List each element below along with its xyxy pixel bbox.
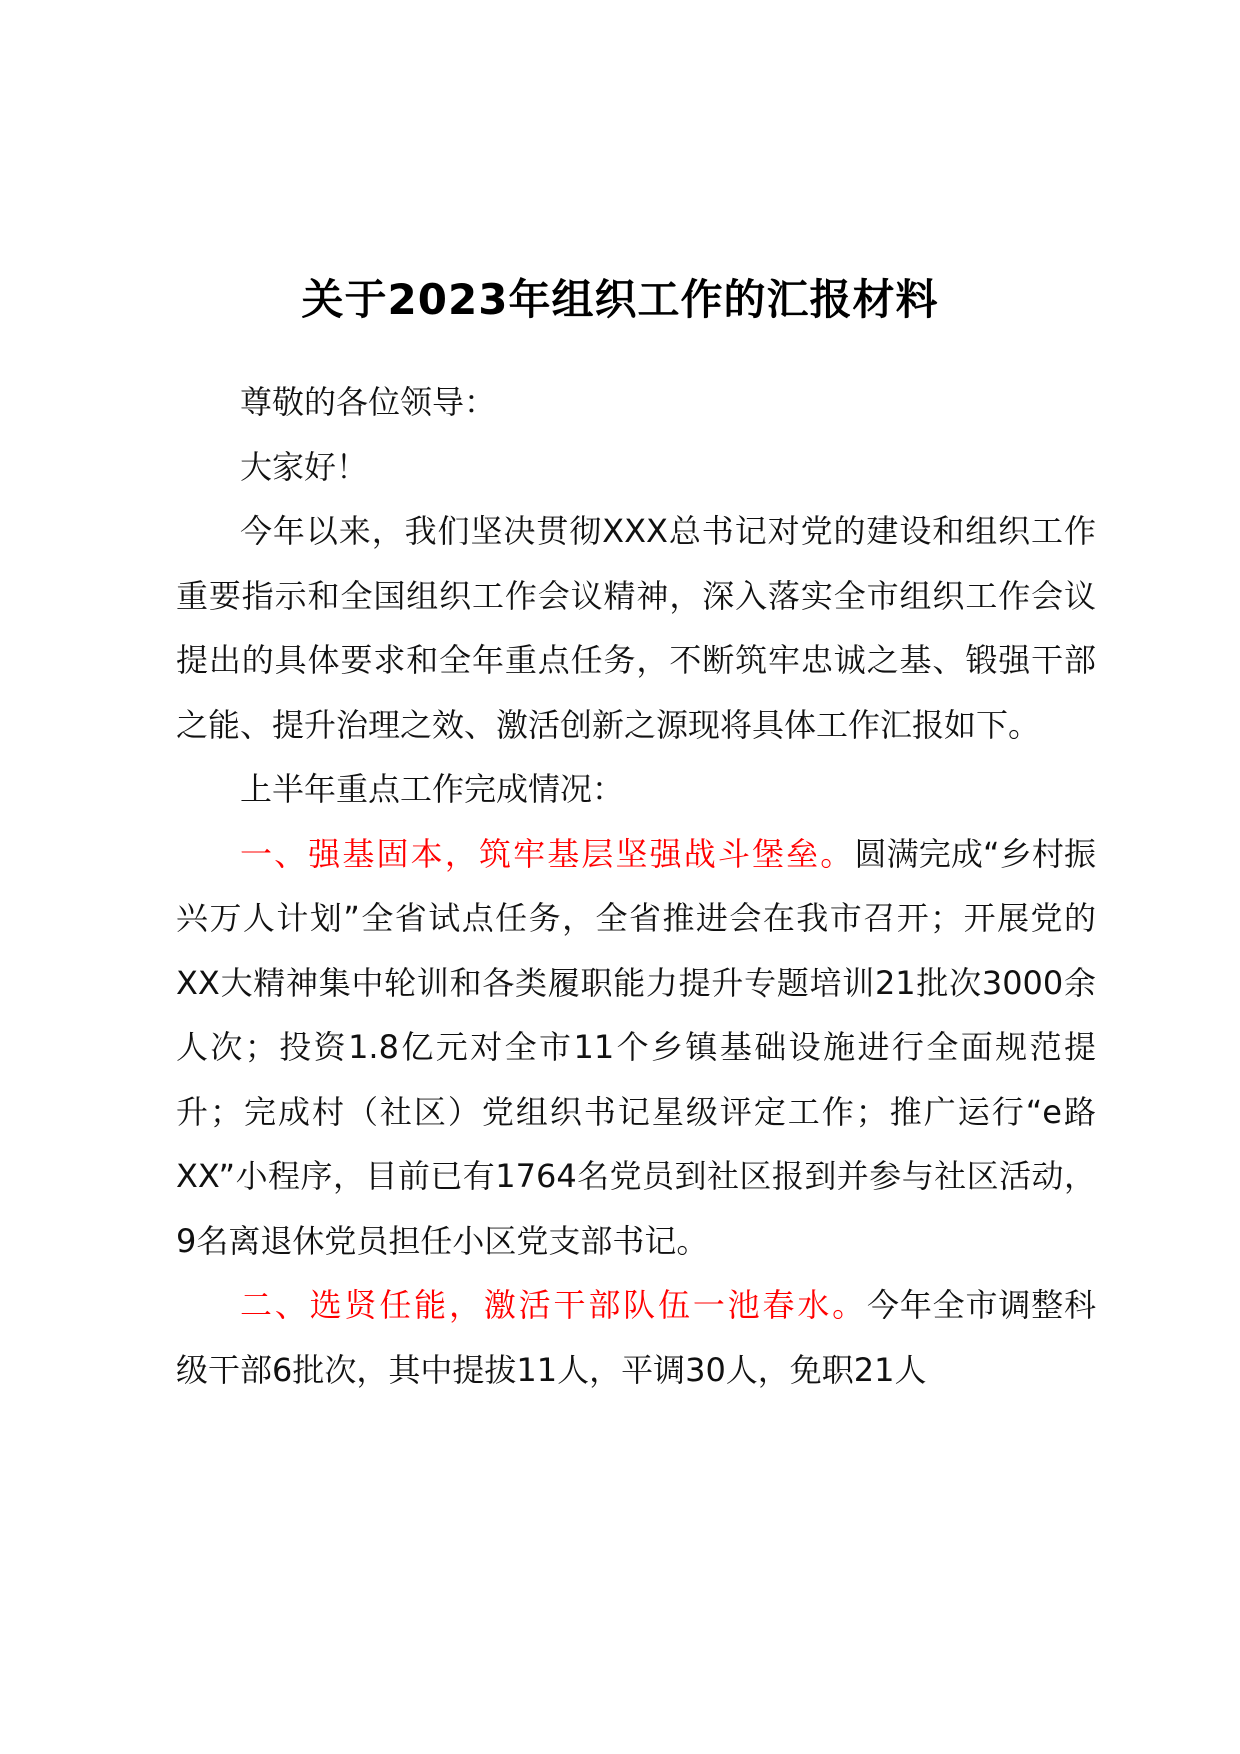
- section-body-2: 今年全市调整科级干部6批次，其中提拔11人，平调30人，免职21人: [176, 1286, 1096, 1389]
- intro-paragraph: 今年以来，我们坚决贯彻XXX总书记对党的建设和组织工作重要指示和全国组织工作会议精神，深入落实全市组织工作会议提出的具体要求和全年重点任务，不断筑牢忠诚之基、锻强干部之能、提升治理之效、激活创新之源现将具体工作汇报如下。: [176, 512, 1096, 744]
- section-heading-2: 二、选贤任能，激活干部队伍一池春水。: [240, 1286, 867, 1324]
- section-body-1: 圆满完成“乡村振兴万人计划”全省试点任务，全省推进会在我市召开；开展党的XX大精神集中轮训和各类履职能力提升专题培训21批次3000余人次；投资1.8亿元对全市11个乡镇基础设施进行全面规范提升；完成村（社区）党组织书记星级评定工作；推广运行“e路XX”小程序，目前已有1764名党员到社区报到并参与社区活动，9名离退休党员担任小区党支部书记。: [176, 834, 1096, 1260]
- salutation: 尊敬的各位领导：: [240, 383, 497, 421]
- section-intro: 上半年重点工作完成情况：: [240, 770, 625, 808]
- greeting: 大家好！: [240, 447, 369, 486]
- section-heading-1: 一、强基固本，筑牢基层坚强战斗堡垒。: [240, 834, 855, 873]
- section-paragraph-2: [176, 1273, 1096, 1402]
- document-body: [176, 370, 1096, 1402]
- document-title: 关于2023年组织工作的汇报材料: [301, 275, 939, 324]
- section-paragraph-1: [176, 822, 1096, 1274]
